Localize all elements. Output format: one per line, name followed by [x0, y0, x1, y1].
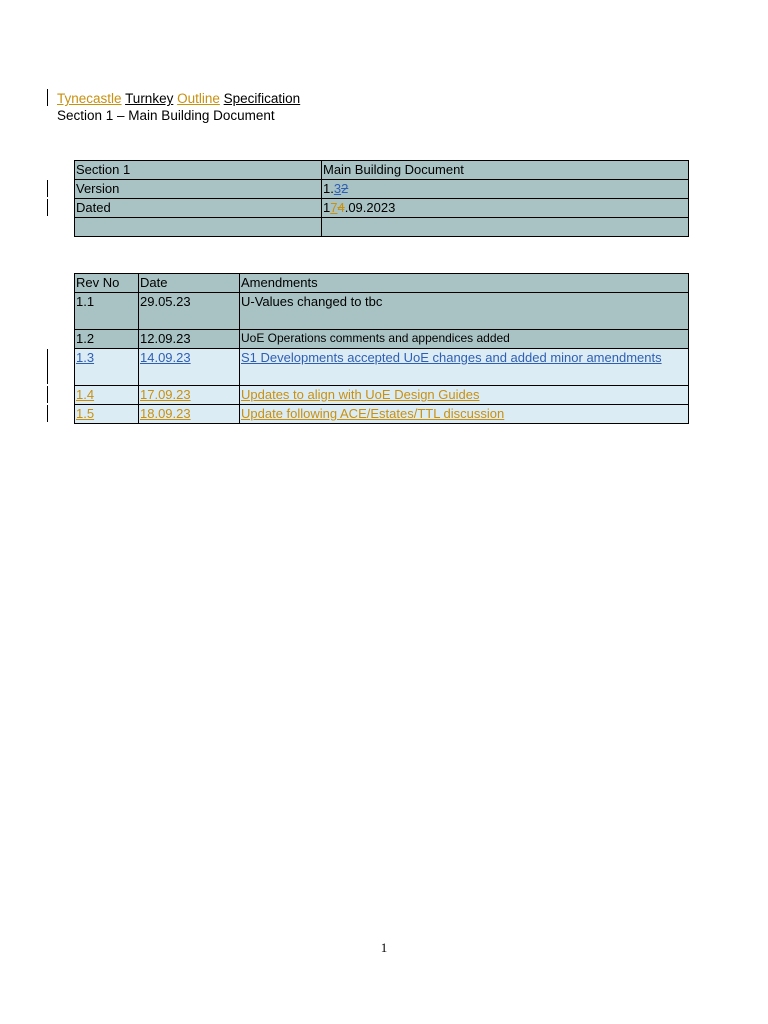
version-inserted: 3: [333, 181, 342, 196]
rev-no: 1.4: [75, 386, 139, 405]
change-bar: [47, 199, 48, 216]
table-row: [75, 349, 689, 386]
table-row: [75, 386, 689, 405]
meta-value: [322, 199, 689, 218]
title-word-tynecastle: Tynecastle: [57, 91, 122, 106]
rev-amendment: Updates to align with UoE Design Guides: [240, 386, 689, 405]
rev-date: 12.09.23: [139, 330, 240, 349]
meta-value: [322, 180, 689, 199]
header-rev-no: Rev No: [75, 274, 139, 293]
version-deleted: 2: [341, 181, 349, 196]
rev-date: 29.05.23: [139, 293, 240, 330]
meta-label: Dated: [75, 199, 322, 218]
change-bar: [47, 89, 48, 106]
change-bar: [47, 405, 48, 422]
date-deleted: 4: [337, 200, 345, 215]
rev-no: 1.2: [75, 330, 139, 349]
meta-row-version: [75, 180, 689, 199]
change-bar: [47, 180, 48, 197]
version-prefix: 1.: [323, 181, 334, 196]
meta-label: Version: [75, 180, 322, 199]
rev-date: 14.09.23: [139, 349, 240, 386]
rev-date: 18.09.23: [139, 405, 240, 424]
change-bar: [47, 349, 48, 384]
meta-row-dated: [75, 199, 689, 218]
meta-table: [74, 160, 689, 237]
rev-amendment: UoE Operations comments and appendices added: [240, 330, 689, 349]
meta-row-empty: [75, 218, 689, 237]
rev-amendment: U-Values changed to tbc: [240, 293, 689, 330]
title-word-specification: Specification: [223, 91, 301, 106]
table-row: [75, 405, 689, 424]
table-row: [75, 330, 689, 349]
rev-no: 1.3: [75, 349, 139, 386]
title-word-outline: Outline: [177, 91, 220, 106]
title-word-turnkey: Turnkey: [125, 91, 174, 106]
rev-amendment: S1 Developments accepted UoE changes and added minor amendments: [240, 349, 689, 386]
rev-no: 1.5: [75, 405, 139, 424]
date-inserted: 7: [330, 200, 338, 215]
revision-table: [74, 273, 689, 424]
meta-value: [322, 218, 689, 237]
meta-value: Main Building Document: [322, 161, 689, 180]
rev-no: 1.1: [75, 293, 139, 330]
change-bar: [47, 386, 48, 403]
meta-label: [75, 218, 322, 237]
meta-label: Section 1: [75, 161, 322, 180]
date-end: .09.2023: [344, 200, 396, 215]
table-row: [75, 293, 689, 330]
revision-header-row: [75, 274, 689, 293]
header-amendments: Amendments: [240, 274, 689, 293]
meta-row-section: [75, 161, 689, 180]
rev-amendment: Update following ACE/Estates/TTL discussion: [240, 405, 689, 424]
page-number: 1: [380, 940, 388, 955]
header-date: Date: [139, 274, 240, 293]
date-start: 1: [323, 200, 331, 215]
document-subtitle: Section 1 – Main Building Document: [57, 108, 275, 123]
document-title: [57, 90, 300, 107]
rev-date: 17.09.23: [139, 386, 240, 405]
